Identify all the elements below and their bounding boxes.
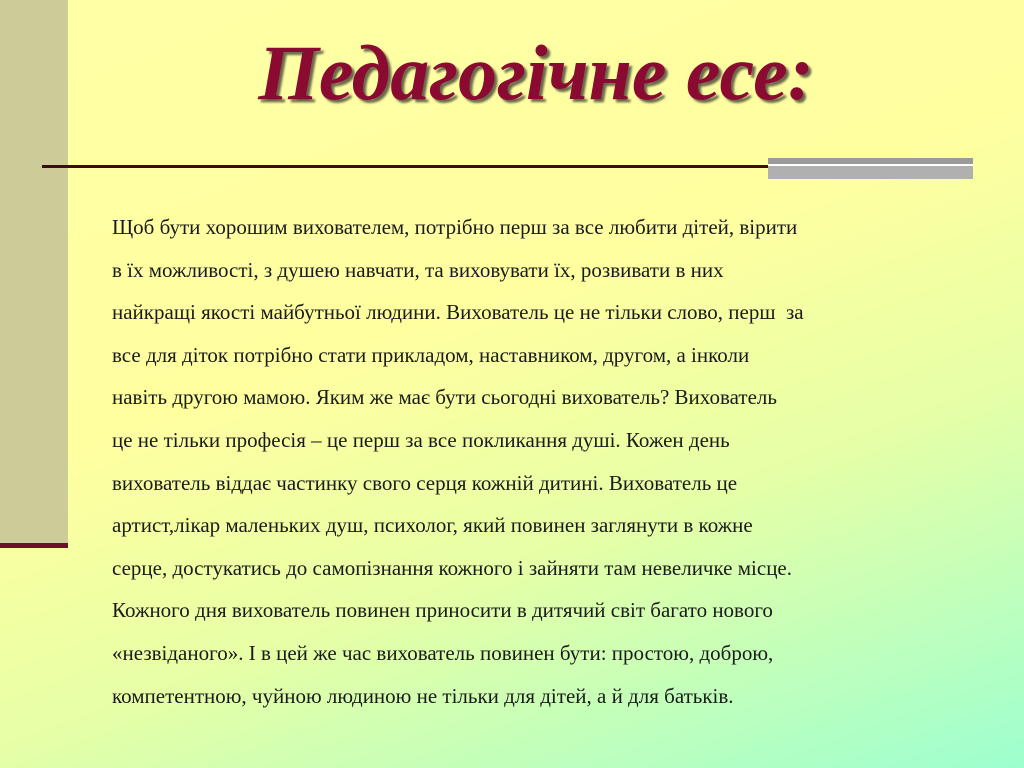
title-divider-bar	[768, 158, 973, 179]
slide-title: Педагогічне есе:	[258, 29, 814, 116]
essay-line: артист,лікар маленьких душ, психолог, який повинен заглянути в кожне	[112, 513, 753, 538]
left-decor-underline	[0, 543, 68, 548]
title-divider-line	[42, 165, 770, 168]
essay-line: найкращі якості майбутньої людини. Вихователь це не тільки слово, перш за	[112, 300, 804, 325]
essay-line: все для діток потрібно стати прикладом, наставником, другом, а інколи	[112, 342, 750, 367]
essay-body	[112, 206, 992, 717]
essay-line: вихователь віддає частинку свого серця кожній дитині. Вихователь це	[112, 470, 738, 495]
essay-line: «незвіданого». І в цей же час вихователь повинен бути: простою, доброю,	[112, 640, 774, 665]
essay-line: це не тільки професія – це перш за все покликання душі. Кожен день	[112, 427, 730, 452]
essay-line: навіть другою мамою. Яким же має бути сьогодні вихователь? Вихователь	[112, 385, 777, 410]
essay-line: Кожного дня вихователь повинен приносити в дитячий світ багато нового	[112, 598, 773, 623]
essay-line: Щоб бути хорошим вихователем, потрібно перш за все любити дітей, вірити	[112, 215, 798, 239]
essay-line: серце, достукатись до самопізнання кожного і зайняти там невеличке місце.	[112, 555, 792, 580]
essay-line: компетентною, чуйною людиною не тільки для дітей, а й для батьків.	[112, 683, 734, 708]
essay-line: в їх можливості, з душею навчати, та виховувати їх, розвивати в них	[112, 257, 724, 282]
